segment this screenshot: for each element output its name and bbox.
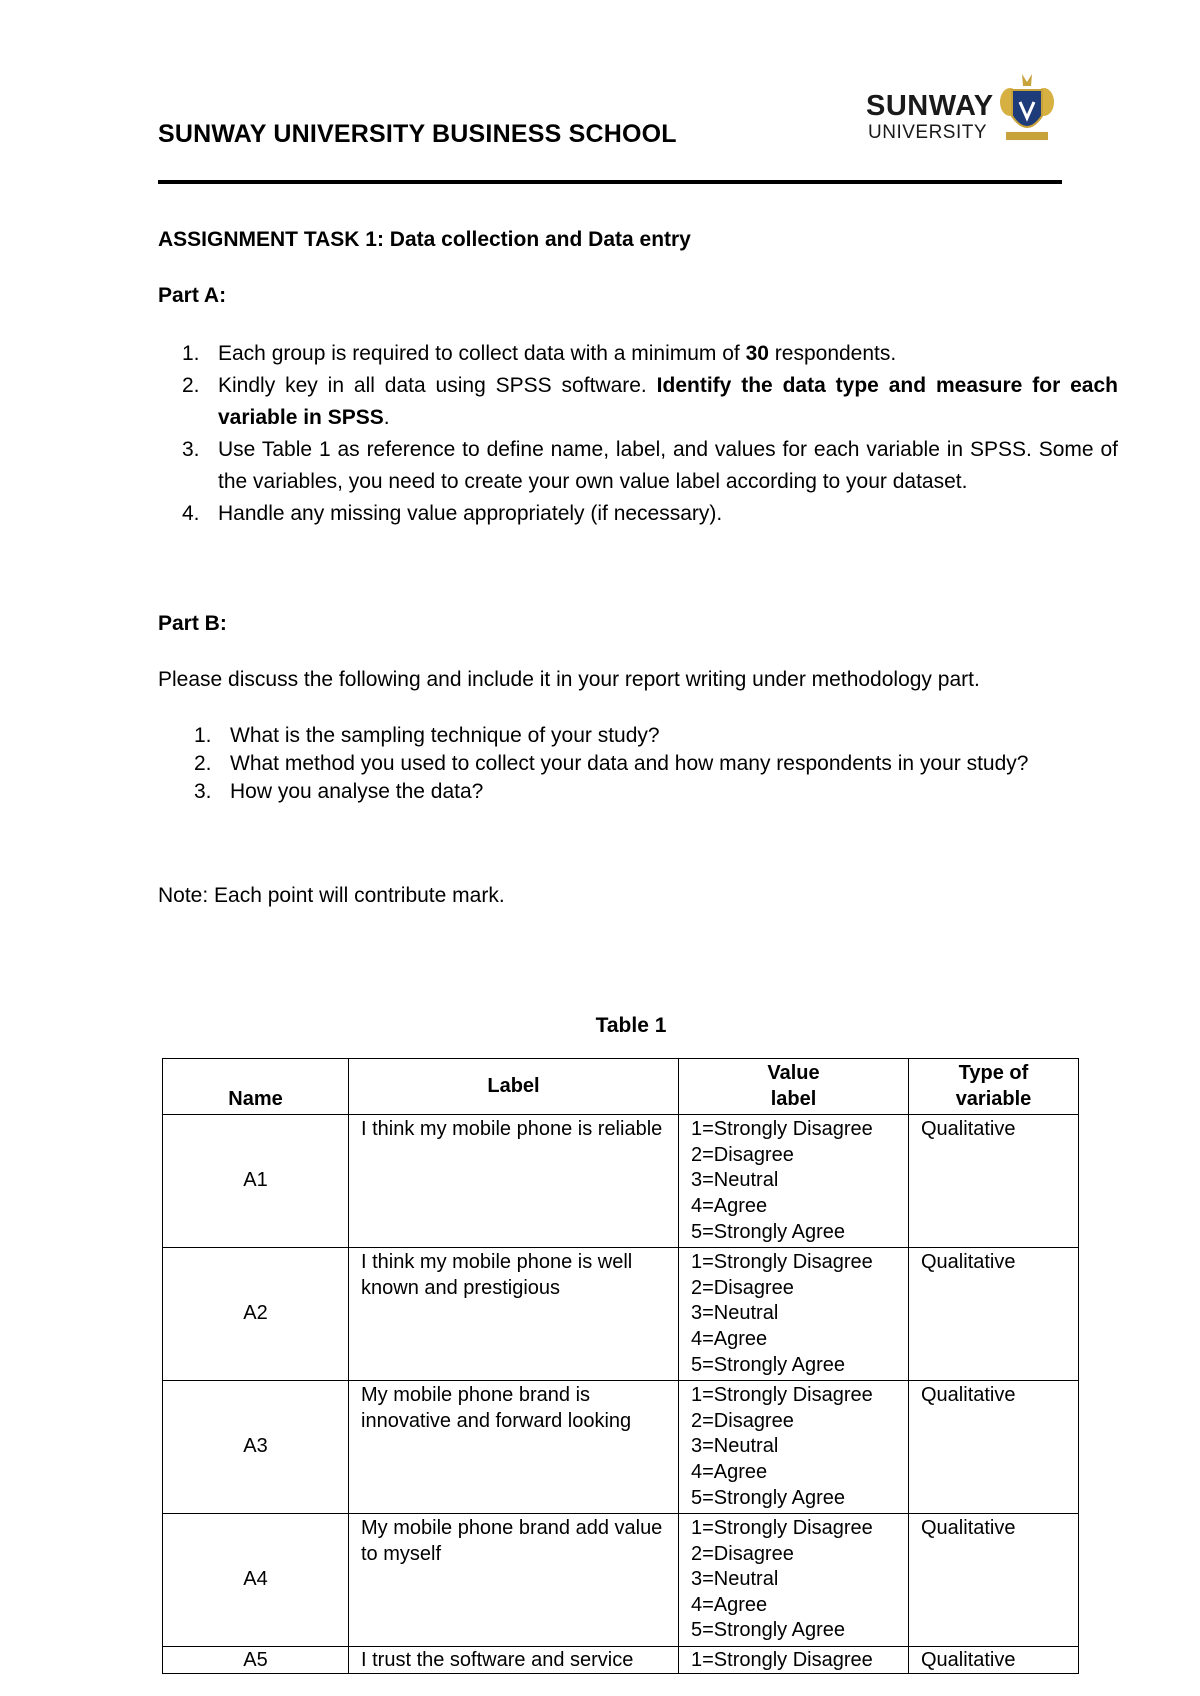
- cell-value-label: 1=Strongly Disagree 2=Disagree 3=Neutral 4=Agree 5=Strongly Agree: [679, 1514, 909, 1647]
- cell-label: My mobile phone brand is innovative and forward looking: [349, 1381, 679, 1514]
- cell-name: A5: [163, 1647, 349, 1674]
- logo-word-sunway: SUNWAY: [866, 90, 994, 122]
- table-caption: Table 1: [595, 1014, 667, 1037]
- cell-type: Qualitative: [909, 1514, 1079, 1647]
- list-item: 2. Kindly key in all data using SPSS software. Identify the data type and measure for each variable in SPSS.: [182, 374, 1118, 429]
- list-item: 4. Handle any missing value appropriately (if necessary).: [182, 502, 723, 525]
- cell-label: I think my mobile phone is well known and prestigious: [349, 1248, 679, 1381]
- part-b-title: Part B:: [158, 612, 227, 635]
- university-logo: [866, 72, 1056, 150]
- part-a-title: Part A:: [158, 284, 227, 307]
- part-a-list: [158, 338, 1118, 530]
- cell-label: I think my mobile phone is reliable: [349, 1115, 679, 1248]
- cell-value-label: 1=Strongly Disagree 2=Disagree 3=Neutral 4=Agree 5=Strongly Agree: [679, 1115, 909, 1248]
- part-b-list: [158, 722, 1098, 806]
- header-type: Type of variable: [909, 1059, 1079, 1115]
- cell-type: Qualitative: [909, 1248, 1079, 1381]
- note-text: Note: Each point will contribute mark.: [158, 884, 505, 907]
- cell-value-label: 1=Strongly Disagree 2=Disagree 3=Neutral 4=Agree 5=Strongly Agree: [679, 1248, 909, 1381]
- cell-name: A4: [163, 1514, 349, 1647]
- cell-name: A3: [163, 1381, 349, 1514]
- cell-label: I trust the software and service: [349, 1647, 679, 1674]
- university-crest-icon: [998, 72, 1056, 146]
- list-item: 3. How you analyse the data?: [194, 780, 484, 803]
- table-row: [163, 1115, 1079, 1248]
- table-row: [163, 1647, 1079, 1674]
- school-name: SUNWAY UNIVERSITY BUSINESS SCHOOL: [158, 120, 677, 148]
- logo-word-university: UNIVERSITY: [868, 122, 988, 143]
- variables-table: [162, 1058, 1079, 1674]
- list-item: 3. Use Table 1 as reference to define name, label, and values for each variable in SPSS. Some of the variables, you need to create your own value label according to your dataset.: [182, 438, 1118, 493]
- list-item: 1. Each group is required to collect data with a minimum of 30 respondents.: [182, 342, 897, 365]
- table-row: [163, 1514, 1079, 1647]
- cell-type: Qualitative: [909, 1115, 1079, 1248]
- table-row: [163, 1248, 1079, 1381]
- table-header-row: [163, 1059, 1079, 1115]
- part-b-intro: Please discuss the following and include it in your report writing under methodology part.: [158, 668, 980, 691]
- cell-value-label: 1=Strongly Disagree: [679, 1647, 909, 1674]
- cell-type: Qualitative: [909, 1381, 1079, 1514]
- header-divider: [158, 180, 1062, 184]
- header-name: Name: [163, 1059, 349, 1115]
- cell-label: My mobile phone brand add value to myself: [349, 1514, 679, 1647]
- cell-value-label: 1=Strongly Disagree 2=Disagree 3=Neutral 4=Agree 5=Strongly Agree: [679, 1381, 909, 1514]
- list-item: 2. What method you used to collect your data and how many respondents in your study?: [194, 752, 1029, 775]
- header-value-label: Value label: [679, 1059, 909, 1115]
- table-row: [163, 1381, 1079, 1514]
- list-item: 1. What is the sampling technique of your study?: [194, 724, 660, 747]
- header-label: Label: [349, 1059, 679, 1115]
- cell-name: A1: [163, 1115, 349, 1248]
- assignment-title: ASSIGNMENT TASK 1: Data collection and Data entry: [158, 228, 691, 251]
- cell-name: A2: [163, 1248, 349, 1381]
- cell-type: Qualitative: [909, 1647, 1079, 1674]
